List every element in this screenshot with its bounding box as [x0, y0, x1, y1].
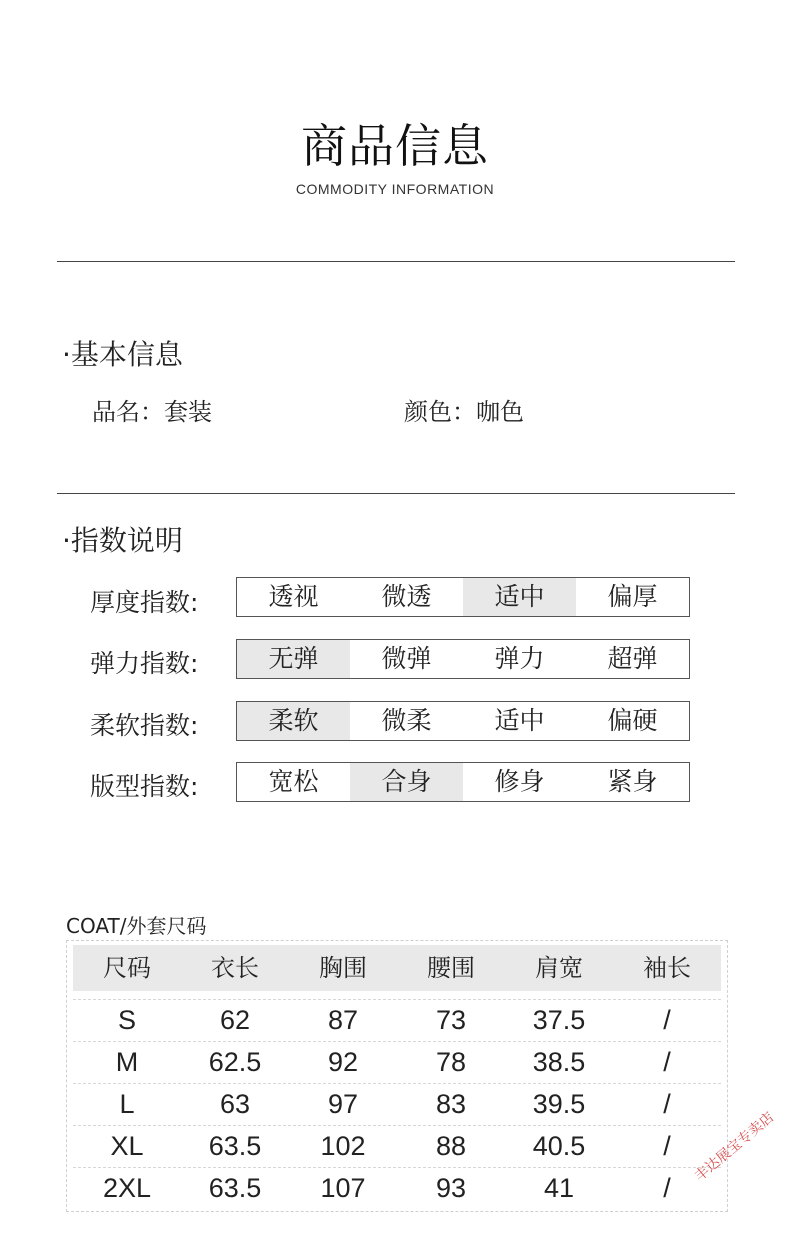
table-cell: /	[663, 1005, 671, 1035]
index-option: 偏硬	[607, 706, 658, 735]
table-row	[73, 999, 721, 1041]
table-cell: 40.5	[532, 1131, 586, 1161]
table-cell: /	[663, 1173, 671, 1203]
thickness-index-scale	[236, 577, 690, 617]
table-cell: 73	[435, 1005, 467, 1035]
fit-index-label: 版型指数:	[90, 772, 199, 801]
softness-index-scale	[236, 701, 690, 741]
elasticity-index-scale	[236, 639, 690, 679]
size-table-title: COAT/外套尺码	[66, 914, 207, 938]
table-row	[73, 1083, 721, 1125]
thickness-index-label: 厚度指数:	[90, 588, 199, 617]
index-option: 紧身	[607, 767, 658, 796]
index-option: 透视	[268, 582, 319, 611]
table-cell: 39.5	[532, 1089, 586, 1119]
index-option: 超弹	[607, 644, 658, 673]
page-subtitle: COMMODITY INFORMATION	[295, 181, 495, 197]
table-cell: 62.5	[208, 1047, 262, 1077]
basic-info-title: ·基本信息	[62, 338, 183, 371]
table-cell: 93	[435, 1173, 467, 1203]
index-option: 合身	[350, 763, 463, 801]
table-cell: 63	[219, 1089, 251, 1119]
store-watermark: 丰达展宝专卖店	[691, 1109, 778, 1185]
index-option: 微弹	[381, 644, 432, 673]
product-color-field: 颜色：咖色	[404, 398, 524, 426]
index-option: 弹力	[494, 644, 545, 673]
index-option: 适中	[494, 706, 545, 735]
index-option: 微透	[381, 582, 432, 611]
divider	[57, 261, 735, 262]
table-cell: 97	[327, 1089, 359, 1119]
column-header: 胸围	[319, 954, 367, 982]
table-cell: L	[119, 1089, 135, 1119]
index-section-title: ·指数说明	[62, 524, 183, 557]
table-cell: 83	[435, 1089, 467, 1119]
table-cell: 62	[219, 1005, 251, 1035]
table-cell: 63.5	[208, 1173, 262, 1203]
table-row	[73, 1041, 721, 1083]
index-option: 修身	[494, 767, 545, 796]
table-cell: /	[663, 1047, 671, 1077]
table-cell: 37.5	[532, 1005, 586, 1035]
table-cell: /	[663, 1089, 671, 1119]
table-cell: XL	[110, 1131, 144, 1161]
table-row	[73, 1167, 721, 1209]
table-cell: S	[117, 1005, 136, 1035]
column-header: 袖长	[643, 954, 691, 982]
product-name-field: 品名：套装	[92, 398, 212, 426]
table-cell: M	[115, 1047, 139, 1077]
table-cell: 92	[327, 1047, 359, 1077]
table-cell: 102	[320, 1131, 366, 1161]
column-header: 衣长	[211, 954, 259, 982]
page-title: 商品信息	[301, 119, 489, 173]
index-option: 微柔	[381, 706, 432, 735]
index-option: 宽松	[268, 767, 319, 796]
softness-index-label: 柔软指数:	[90, 711, 199, 740]
table-cell: 41	[543, 1173, 575, 1203]
column-header: 尺码	[103, 954, 151, 982]
table-header	[73, 945, 721, 991]
column-header: 腰围	[427, 954, 475, 982]
table-cell: 88	[435, 1131, 467, 1161]
elasticity-index-label: 弹力指数:	[90, 649, 199, 678]
table-cell: 78	[435, 1047, 467, 1077]
divider	[57, 493, 735, 494]
table-cell: 38.5	[532, 1047, 586, 1077]
column-header: 肩宽	[535, 954, 583, 982]
index-option: 无弹	[237, 640, 350, 678]
index-option: 偏厚	[607, 582, 658, 611]
table-cell: /	[663, 1131, 671, 1161]
table-cell: 107	[320, 1173, 366, 1203]
size-table	[66, 940, 728, 1212]
table-row	[73, 1125, 721, 1167]
table-cell: 63.5	[208, 1131, 262, 1161]
index-option: 适中	[463, 578, 576, 616]
table-cell: 87	[327, 1005, 359, 1035]
fit-index-scale	[236, 762, 690, 802]
index-option: 柔软	[237, 702, 350, 740]
table-cell: 2XL	[102, 1173, 152, 1203]
